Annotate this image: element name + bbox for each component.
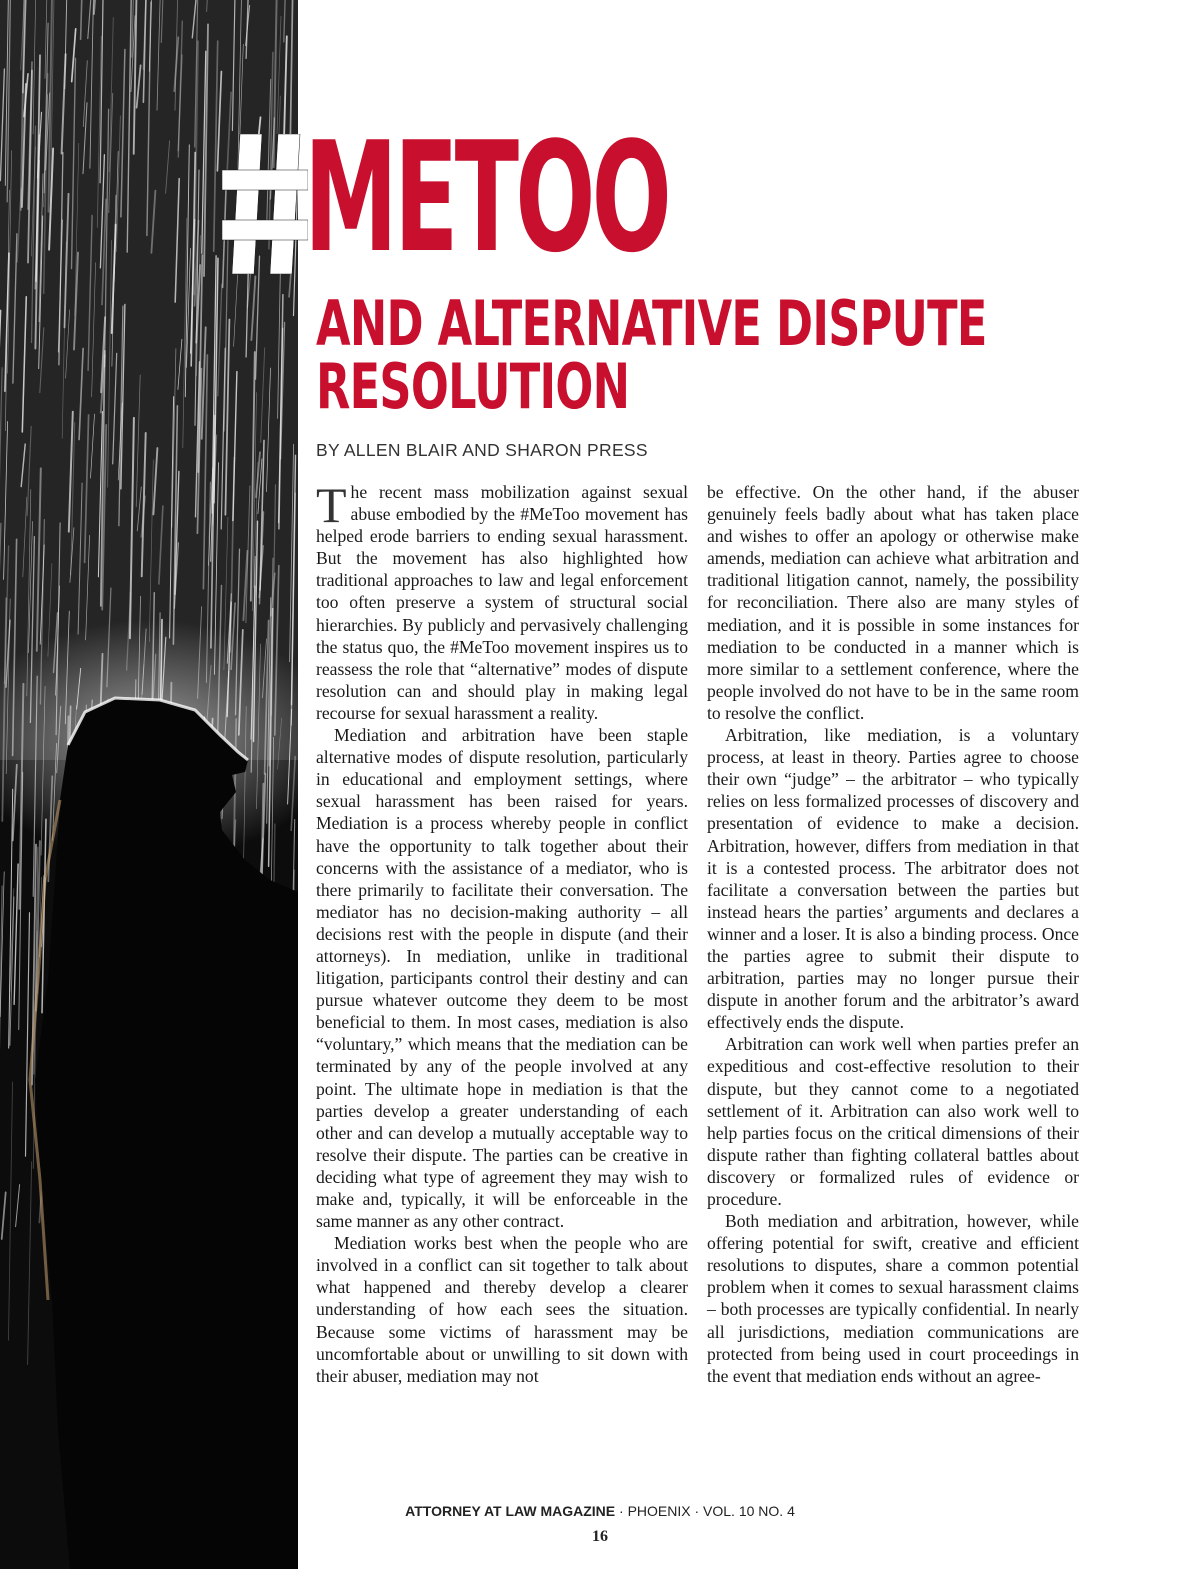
paragraph: Mediation and arbitration have been staple alternative modes of dispute resolution, particularly in educational and employment settings, where sexual harassment has been raised for years. Mediation is a process whereby people in conflict have the opportunity to talk together about their concerns with the assistance of a mediator, who is there primarily to facilitate their conversation. The mediator has no decision-making authority – all decisions rest with the people in dispute (and their attorneys). In mediation, unlike in traditional litigation, participants control their destiny and can pursue whatever outcome they deem to be most beneficial to them. In most cases, mediation is also “voluntary,” which means that the mediation can be terminated by any of the people involved at any point. The ultimate hope in mediation is that the parties develop a greater understanding of each other and can develop a mutually acceptable way to resolve their dispute. The parties can be creative in deciding what type of agreement they may wish to make and, typically, it will be enforceable in the same manner as any other contract. [316,725,688,1232]
article-column-1 [316,477,688,1387]
subtitle-line-2: RESOLUTION [316,350,630,423]
issue-details: · PHOENIX · VOL. 10 NO. 4 [615,1503,795,1519]
paragraph: be effective. On the other hand, if the abuser genuinely feels badly about what has taken place and wishes to offer an apology or otherwise make amends, mediation can achieve what arbitration and traditional litigation cannot, namely, the possibility for reconciliation. There also are many styles of mediation, and it is possible in some instances for mediation to be conducted in a manner which is more similar to a settlement conference, where the people involved do not have to be in the same room to resolve the conflict. [707,482,1079,723]
drop-cap: T [316,477,347,533]
paragraph [316,477,688,724]
article-subtitle [316,287,987,423]
page-number: 16 [592,1528,608,1545]
article-column-2 [707,481,1079,1387]
page-footer [300,1503,900,1519]
paragraph: Arbitration, like mediation, is a voluntary process, at least in theory. Parties agree to choose their own “judge” – the arbitrator – who typically relies on less formalized processes of discovery and presentation of evidence to make a decision. Arbitration, however, differs from mediation in that it is a contested process. The arbitrator does not facilitate a conversation between the parties but instead hears the parties’ arguments and declares a winner and a loser. It is also a binding process. Once the parties agree to submit their dispute to arbitration, parties may no longer pursue their dispute in another forum and the arbitrator’s award effectively ends the dispute. [707,725,1079,1033]
paragraph: Arbitration can work well when parties prefer an expeditious and cost-effective resolution to their dispute, but they cannot come to a negotiated settlement of it. Arbitration can also work well to help parties focus on the critical dimensions of their dispute rather than fighting collateral battles about discovery or formalized rules of evidence or procedure. [707,1034,1079,1209]
paragraph-text: he recent mass mobilization against sexual abuse embodied by the #MeToo movement has helped erode barriers to ending sexual harassment. But the movement has also highlighted how traditional approaches to law and legal enforcement too often preserve a system of structural social hierarchies. By publicly and pervasively challenging the status quo, the #MeToo movement inspires us to reassess the role that “alternative” modes of dispute resolution can and should play in making legal recourse for sexual harassment a reality. [316,482,688,723]
paragraph: Mediation works best when the people who are involved in a conflict can sit together to talk about what happened and thereby develop a clearer understanding of how each sees the situation. Because some victims of harassment may be uncomfortable about or unwilling to sit down with their abuser, mediation may not [316,1233,688,1386]
article-title: METOO [304,109,669,286]
subtitle-line-1: AND ALTERNATIVE DISPUTE [316,287,987,360]
byline: BY ALLEN BLAIR AND SHARON PRESS [316,440,648,460]
magazine-name: ATTORNEY AT LAW MAGAZINE [405,1503,616,1519]
title-hash-mark [222,134,308,274]
paragraph: Both mediation and arbitration, however, while offering potential for swift, creative and efficient resolutions to disputes, share a common potential problem when it comes to sexual harassment claims – both processes are typically confidential. In nearly all jurisdictions, mediation communications are protected from being used in court proceedings in the event that mediation ends without an agree- [707,1211,1079,1386]
